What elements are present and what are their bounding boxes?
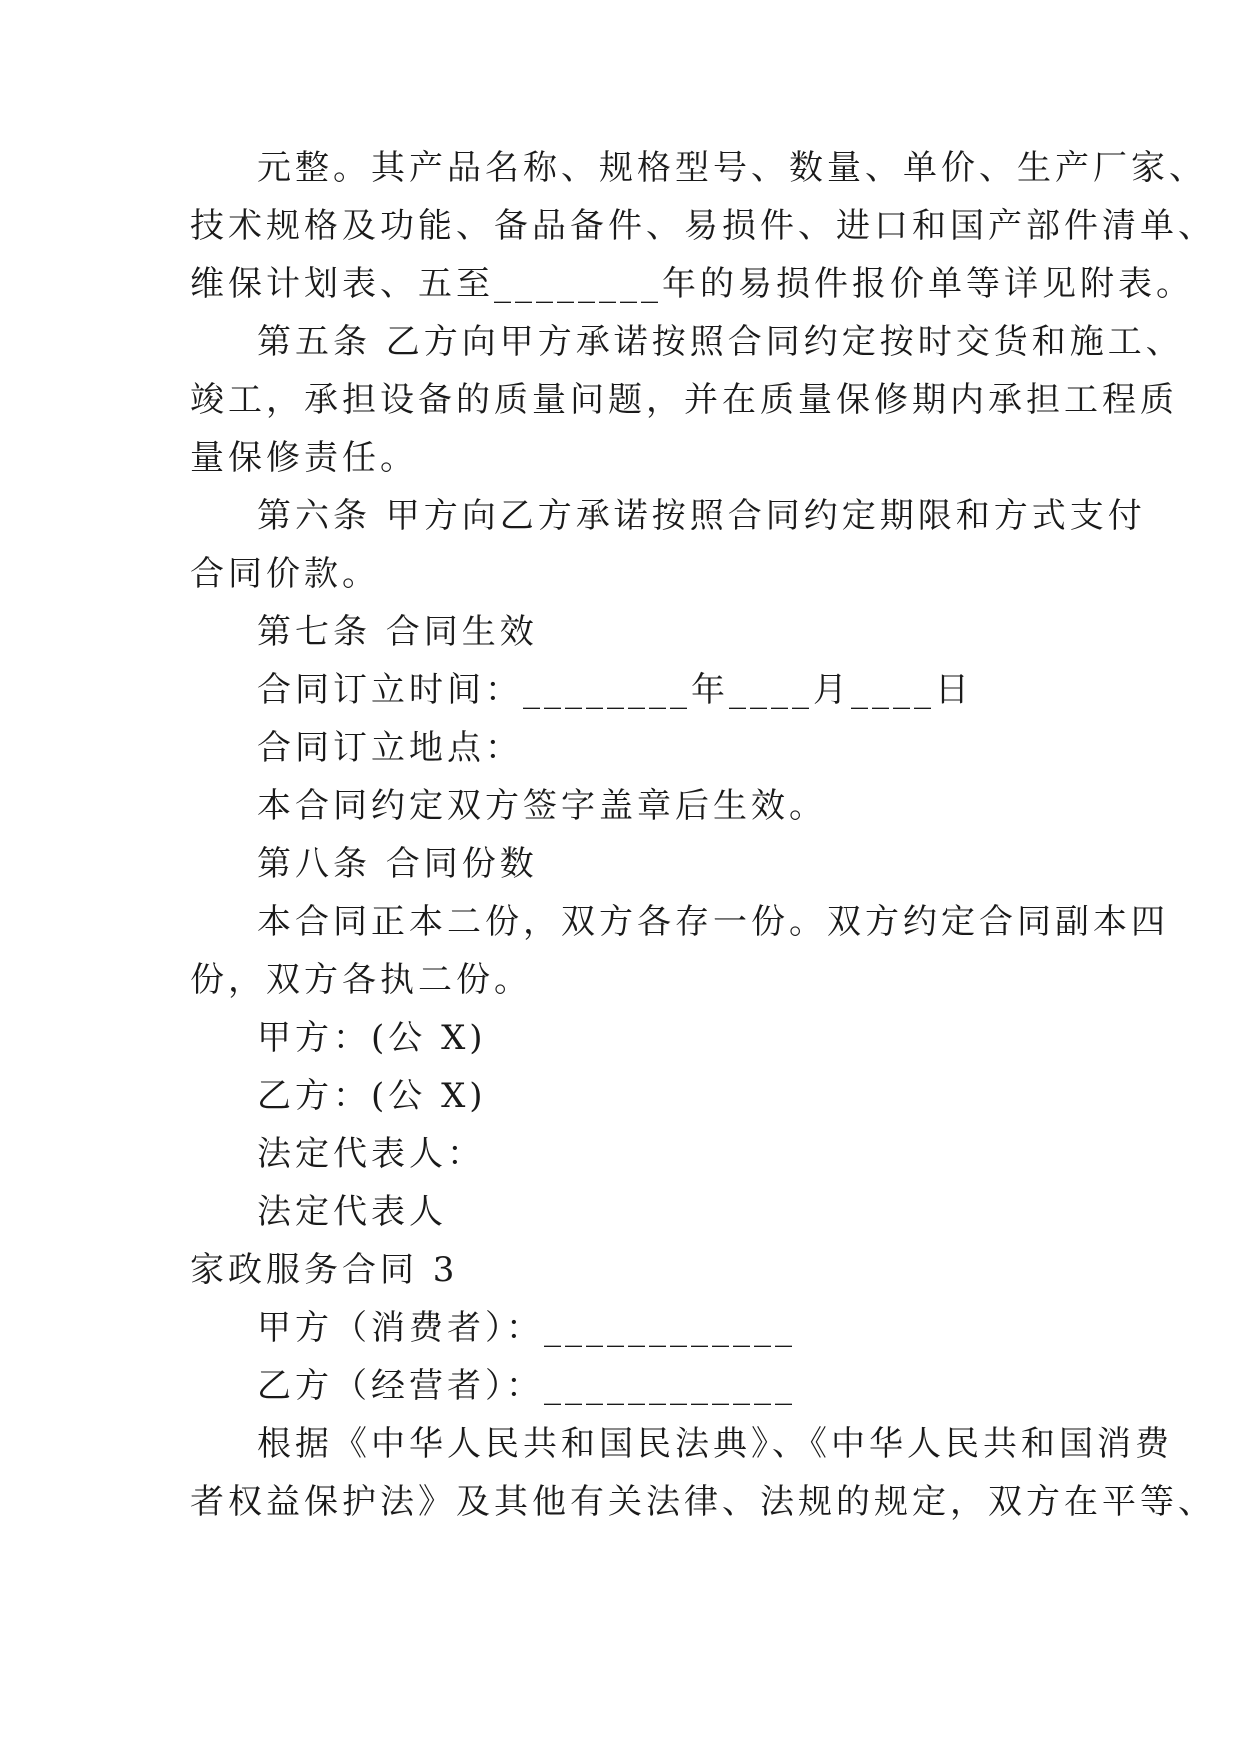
party-a-line: 甲方：(公 X) [257,1018,487,1058]
article-6-line-1: 第六条 甲方向乙方承诺按照合同约定期限和方式支付 [257,496,1146,536]
body-line-2: 技术规格及功能、备品备件、易损件、进口和国产部件清单、 [190,206,1216,246]
body-line-3: 维保计划表、五至________年的易损件报价单等详见附表。 [190,264,1194,304]
article-5-line-1: 第五条 乙方向甲方承诺按照合同约定按时交货和施工、 [257,322,1184,362]
article-5-line-2: 竣工，承担设备的质量问题，并在质量保修期内承担工程质 [190,380,1178,420]
section-title: 家政服务合同 3 [190,1250,459,1290]
signing-place-line: 合同订立地点： [257,728,523,768]
party-b-line: 乙方：(公 X) [257,1076,487,1116]
article-5-line-3: 量保修责任。 [190,438,418,478]
effective-line: 本合同约定双方签字盖章后生效。 [257,786,827,826]
operator-line: 乙方（经营者）：____________ [257,1366,796,1406]
consumer-line: 甲方（消费者）：____________ [257,1308,796,1348]
copies-line-2: 份，双方各执二份。 [190,960,532,1000]
copies-line-1: 本合同正本二份，双方各存一份。双方约定合同副本四 [257,902,1169,942]
article-7-heading: 第七条 合同生效 [257,612,538,652]
basis-line-2: 者权益保护法》及其他有关法律、法规的规定，双方在平等、 [190,1482,1216,1522]
legal-rep-line-2: 法定代表人 [257,1192,447,1232]
body-line-1: 元整。其产品名称、规格型号、数量、单价、生产厂家、 [257,148,1207,188]
basis-line-1: 根据《中华人民共和国民法典》、《中华人民共和国消费 [257,1424,1173,1464]
article-8-heading: 第八条 合同份数 [257,844,538,884]
signing-time-line: 合同订立时间：________年____月____日 [257,670,973,710]
legal-rep-line-1: 法定代表人： [257,1134,485,1174]
article-6-line-2: 合同价款。 [190,554,380,594]
